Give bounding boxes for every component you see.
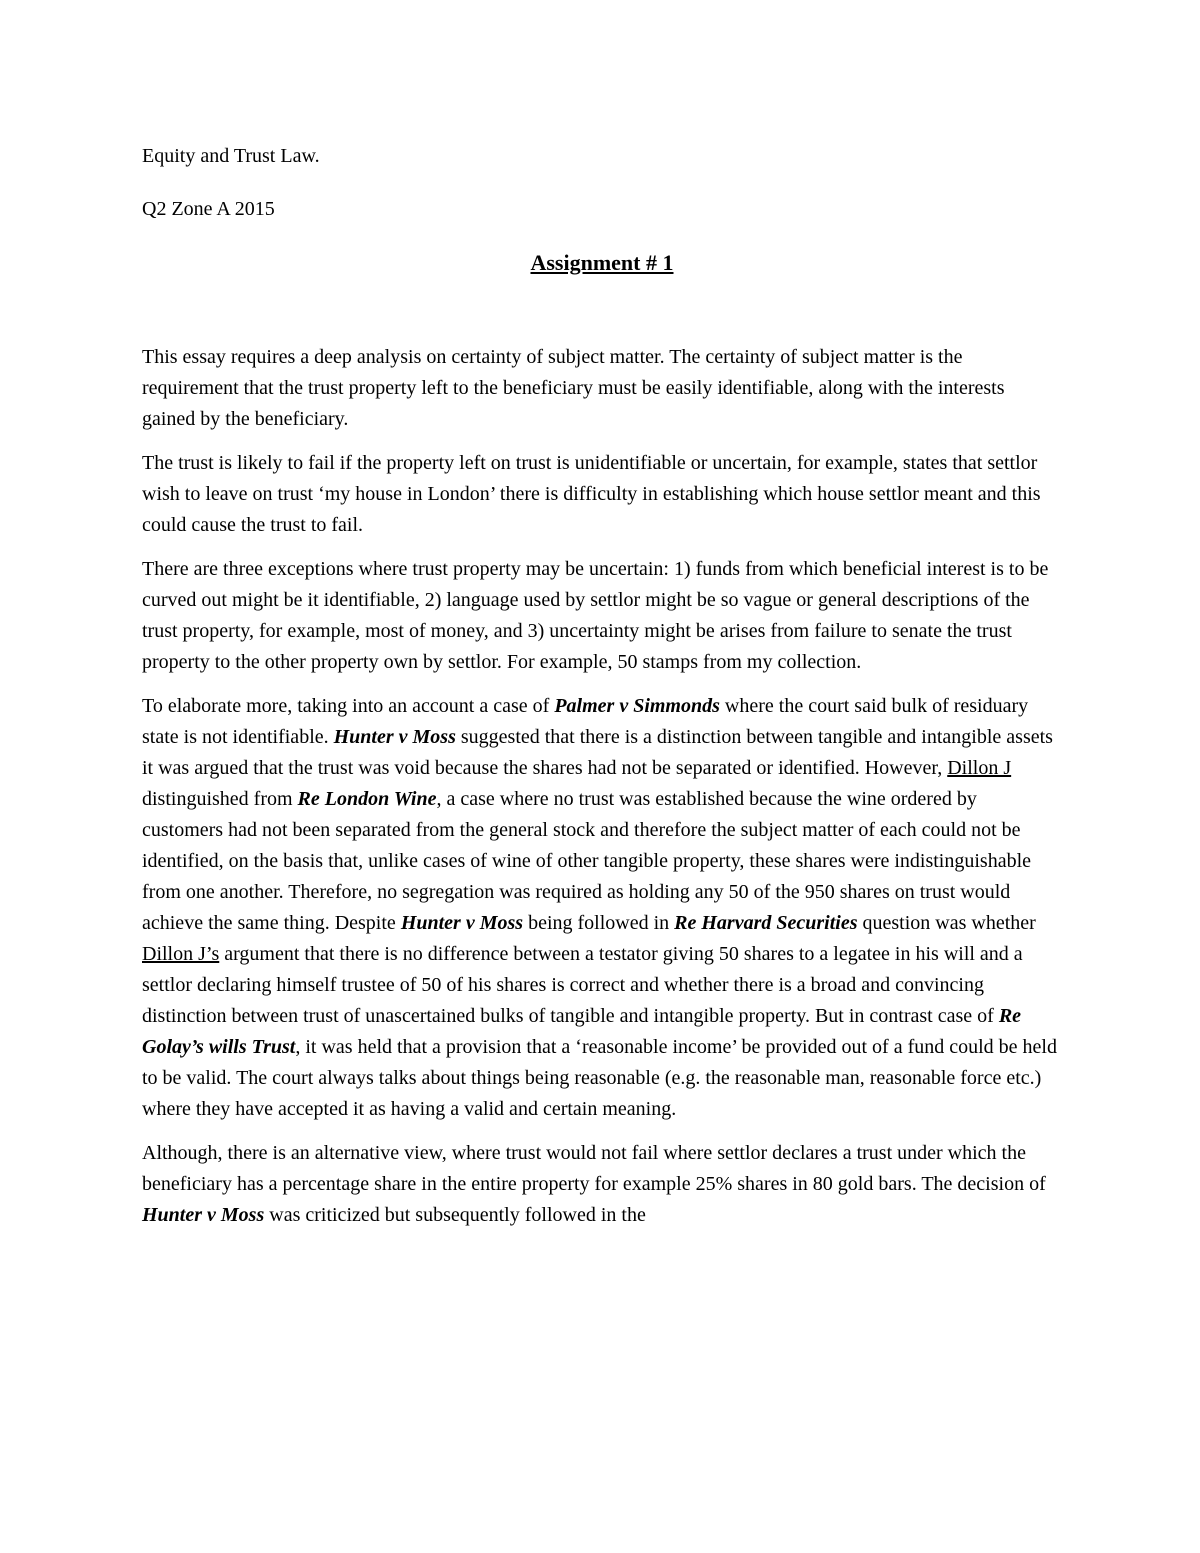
paragraph-text: being followed in xyxy=(523,912,675,934)
paragraph-text: argument that there is no difference between a testator giving 50 shares to a legatee in his will and a settlor declaring himself trustee of 50 of his shares is correct and whether there is a broad and convincing distinction between trust of unascertained bulks of tangible and intangible property. But in contrast case of xyxy=(142,943,1023,1027)
paragraph-text: To elaborate more, taking into an account a case of xyxy=(142,695,555,717)
case-citation: Hunter v Moss xyxy=(142,1204,265,1226)
paragraph-text: , it was held that a provision that a ‘reasonable income’ be provided out of a fund could be held to be valid. The court always talks about things being reasonable (e.g. the reasonable man, reasonable force etc.) where they have accepted it as having a valid and certain meaning. xyxy=(142,1036,1057,1120)
paragraph-text: There are three exceptions where trust property may be uncertain: 1) funds from which beneficial interest is to be curved out might be it identifiable, 2) language used by settlor might be so vague or general descriptions of the trust property, for example, most of money, and 3) uncertainty might be arises from failure to senate the trust property to the other property own by settlor. For example, 50 stamps from my collection. xyxy=(142,558,1049,673)
case-citation: Hunter v Moss xyxy=(400,912,524,934)
paragraph-text: The trust is likely to fail if the property left on trust is unidentifiable or uncertain, for example, states that settlor wish to leave on trust ‘my house in London’ there is difficulty in establishing which house settlor meant and this could cause the trust to fail. xyxy=(142,452,1041,536)
judge-reference: Dillon J’s xyxy=(142,943,220,965)
essay-paragraph xyxy=(142,342,1062,435)
case-citation: Palmer v Simmonds xyxy=(554,695,720,717)
assignment-title: Assignment # 1 xyxy=(530,250,674,275)
case-citation: Re Harvard Securities xyxy=(674,912,858,934)
essay-paragraph xyxy=(142,554,1062,678)
course-name: Equity and Trust Law. xyxy=(142,145,320,167)
paragraph-text: , a case where no trust was established because the wine ordered by customers had not been separated from the general stock and therefore the subject matter of each could not be identified, on the basis that, unlike cases of wine of other tangible property, these shares were indistinguishable from one another. Therefore, no segregation was required as holding any 50 of the 950 shares on trust would achieve the same thing. Despite xyxy=(142,788,1032,934)
paragraph-text: question was whether xyxy=(857,912,1036,934)
essay-paragraph xyxy=(142,1138,1062,1231)
essay-paragraphs xyxy=(142,342,1062,1231)
case-citation: Re London Wine xyxy=(297,788,437,810)
judge-reference: Dillon J xyxy=(947,757,1012,779)
paragraph-text: This essay requires a deep analysis on certainty of subject matter. The certainty of subject matter is the requirement that the trust property left to the beneficiary must be easily identifiable, along with the interests gained by the beneficiary. xyxy=(142,346,1005,430)
case-citation: Re Golay’s wills Trust xyxy=(142,1005,1022,1058)
paragraph-text: distinguished from xyxy=(142,788,298,810)
paragraph-text: suggested that there is a distinction between tangible and intangible assets it was argued that the trust was void because the shares had not be separated or identified. However, xyxy=(142,726,1053,779)
question-reference: Q2 Zone A 2015 xyxy=(142,198,275,220)
essay-paragraph xyxy=(142,691,1062,1125)
paragraph-text: was criticized but subsequently followed in the xyxy=(264,1204,646,1226)
document-body xyxy=(142,141,1062,1244)
essay-paragraph xyxy=(142,448,1062,541)
title-container xyxy=(142,247,1062,280)
case-citation: Hunter v Moss xyxy=(333,726,456,748)
paragraph-text: Although, there is an alternative view, where trust would not fail where settlor declares a trust under which the beneficiary has a percentage share in the entire property for example 25% shares in 80 gold bars. The decision of xyxy=(142,1142,1046,1195)
paragraph-text: where the court said bulk of residuary state is not identifiable. xyxy=(142,695,1029,748)
